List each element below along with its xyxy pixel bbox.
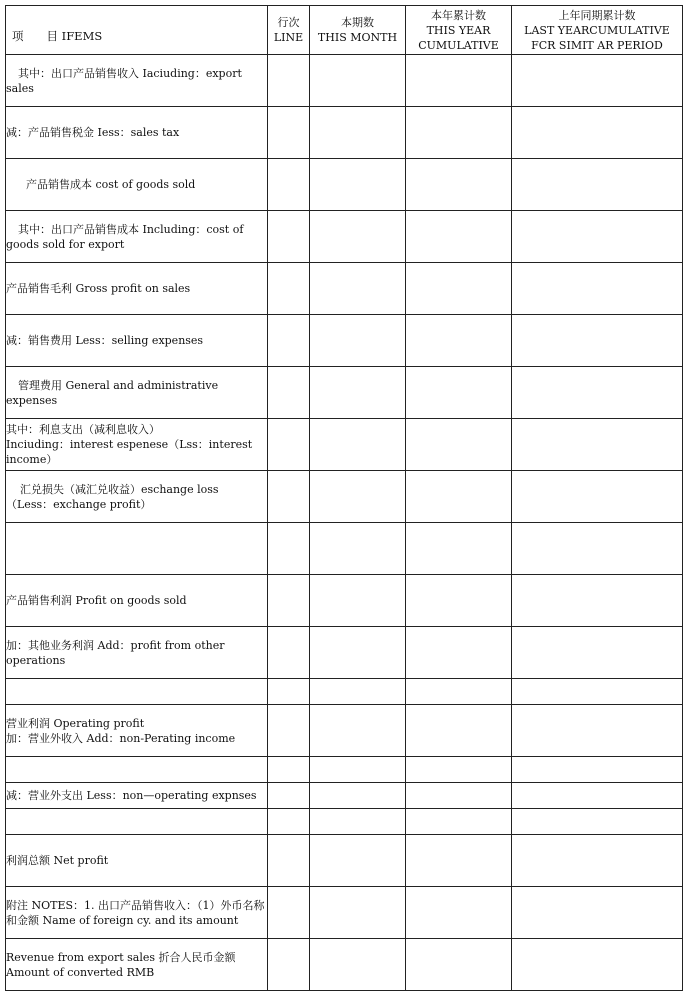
header-cum-en2: CUMULATIVE — [418, 38, 499, 52]
cell-this-year[interactable] — [406, 575, 512, 627]
cell-this-year[interactable] — [406, 367, 512, 419]
cell-line[interactable] — [268, 809, 310, 835]
cell-last-year[interactable] — [512, 159, 683, 211]
table-row — [6, 211, 683, 263]
table-row — [6, 939, 683, 991]
row-label: 利润总额 Net profit — [6, 835, 268, 887]
table-row — [6, 705, 683, 757]
header-line-cn: 行次 — [277, 16, 300, 29]
row-label: 管理费用 General and administrative expenses — [6, 367, 268, 419]
cell-last-year[interactable] — [512, 757, 683, 783]
cell-this-year[interactable] — [406, 263, 512, 315]
row-label-line2: 加：营业外收入 Add：non-Perating income — [6, 731, 236, 745]
cell-line[interactable] — [268, 263, 310, 315]
row-label — [6, 705, 268, 757]
cell-last-year[interactable] — [512, 939, 683, 991]
cell-this-year[interactable] — [406, 835, 512, 887]
row-label: 产品销售毛利 Gross profit on sales — [6, 263, 268, 315]
header-line — [268, 6, 310, 55]
row-label-line2: Amount of converted RMB — [6, 965, 155, 979]
table-row — [6, 887, 683, 939]
header-cum-cn: 本年累计数 — [431, 8, 486, 22]
cell-this-year[interactable] — [406, 471, 512, 523]
header-cum-en1: THIS YEAR — [426, 23, 491, 37]
table-row — [6, 809, 683, 835]
cell-this-year[interactable] — [406, 55, 512, 107]
cell-line[interactable] — [268, 471, 310, 523]
table-row — [6, 627, 683, 679]
row-label: 加：其他业务利润 Add：profit from other operations — [6, 627, 268, 679]
cell-last-year[interactable] — [512, 809, 683, 835]
header-line-en: LINE — [273, 31, 304, 44]
row-label — [6, 523, 268, 575]
row-label — [6, 939, 268, 991]
row-label-line2: Inciuding：interest espenese（Lss：interest income） — [6, 438, 253, 466]
cell-this-month[interactable] — [310, 419, 406, 471]
cell-this-year[interactable] — [406, 523, 512, 575]
cell-this-year[interactable] — [406, 107, 512, 159]
cell-line[interactable] — [268, 107, 310, 159]
cell-last-year[interactable] — [512, 835, 683, 887]
row-label — [6, 679, 268, 705]
table-row — [6, 471, 683, 523]
row-label — [6, 809, 268, 835]
cell-line[interactable] — [268, 575, 310, 627]
cell-line[interactable] — [268, 315, 310, 367]
table-row — [6, 107, 683, 159]
cell-this-month[interactable] — [310, 107, 406, 159]
cell-line[interactable] — [268, 55, 310, 107]
cell-this-month[interactable] — [310, 367, 406, 419]
table-row — [6, 419, 683, 471]
cell-line[interactable] — [268, 679, 310, 705]
cell-last-year[interactable] — [512, 887, 683, 939]
row-label-line1: Revenue from export sales 折合人民币金额 — [6, 950, 236, 964]
cell-this-month[interactable] — [310, 211, 406, 263]
table-row — [6, 263, 683, 315]
row-label: 其中：出口产品销售成本 Including：cost of goods sold for export — [6, 211, 268, 263]
header-item: 项 目 IFEMS — [6, 6, 268, 55]
header-last-en1: LAST YEARCUMULATIVE — [524, 23, 670, 37]
cell-last-year[interactable] — [512, 575, 683, 627]
cell-line[interactable] — [268, 211, 310, 263]
cell-line[interactable] — [268, 367, 310, 419]
cell-line[interactable] — [268, 627, 310, 679]
row-label-line1: 其中：利息支出（减利息收入） — [6, 423, 160, 436]
cell-last-year[interactable] — [512, 523, 683, 575]
row-label-line1: 汇兑损失（减汇兑收益）eschange loss — [20, 482, 219, 496]
cell-this-month[interactable] — [310, 705, 406, 757]
cell-line[interactable] — [268, 159, 310, 211]
header-month-en: THIS MONTH — [317, 31, 398, 44]
cell-last-year[interactable] — [512, 315, 683, 367]
row-label: 其中：出口产品销售收入 Iaciuding：export sales — [6, 55, 268, 107]
cell-this-year[interactable] — [406, 887, 512, 939]
cell-this-month[interactable] — [310, 887, 406, 939]
cell-this-year[interactable] — [406, 705, 512, 757]
cell-last-year[interactable] — [512, 419, 683, 471]
row-label-line2: （Less：exchange profit） — [6, 497, 152, 511]
cell-this-month[interactable] — [310, 757, 406, 783]
cell-line[interactable] — [268, 523, 310, 575]
cell-last-year[interactable] — [512, 705, 683, 757]
row-label — [6, 757, 268, 783]
cell-this-month[interactable] — [310, 159, 406, 211]
cell-last-year[interactable] — [512, 107, 683, 159]
cell-line[interactable] — [268, 419, 310, 471]
cell-this-year[interactable] — [406, 809, 512, 835]
table-row — [6, 835, 683, 887]
table-row — [6, 159, 683, 211]
row-label — [6, 471, 268, 523]
table-row — [6, 315, 683, 367]
cell-this-month[interactable] — [310, 835, 406, 887]
cell-line[interactable] — [268, 939, 310, 991]
cell-line[interactable] — [268, 757, 310, 783]
header-row — [6, 6, 683, 55]
cell-last-year[interactable] — [512, 211, 683, 263]
income-statement-table — [5, 5, 683, 991]
cell-last-year[interactable] — [512, 263, 683, 315]
cell-line[interactable] — [268, 783, 310, 809]
cell-this-month[interactable] — [310, 939, 406, 991]
cell-this-year[interactable] — [406, 939, 512, 991]
cell-this-year[interactable] — [406, 783, 512, 809]
table-row — [6, 783, 683, 809]
header-last-en2: FCR SIMIT AR PERIOD — [531, 38, 663, 52]
cell-this-month[interactable] — [310, 523, 406, 575]
row-label: 减：营业外支出 Less：non—operating expnses — [6, 783, 268, 809]
cell-this-year[interactable] — [406, 159, 512, 211]
row-label: 减：销售费用 Less：selling expenses — [6, 315, 268, 367]
table-row — [6, 757, 683, 783]
cell-last-year[interactable] — [512, 55, 683, 107]
cell-this-year[interactable] — [406, 627, 512, 679]
cell-last-year[interactable] — [512, 471, 683, 523]
header-last-year — [512, 6, 683, 55]
cell-this-month[interactable] — [310, 627, 406, 679]
cell-this-year[interactable] — [406, 679, 512, 705]
cell-this-month[interactable] — [310, 55, 406, 107]
table-row — [6, 575, 683, 627]
table-row — [6, 523, 683, 575]
table-row — [6, 55, 683, 107]
cell-this-month[interactable] — [310, 471, 406, 523]
cell-this-year[interactable] — [406, 757, 512, 783]
cell-this-month[interactable] — [310, 679, 406, 705]
cell-last-year[interactable] — [512, 679, 683, 705]
header-month-cn: 本期数 — [341, 16, 374, 29]
cell-this-month[interactable] — [310, 783, 406, 809]
header-month — [310, 6, 406, 55]
cell-last-year[interactable] — [512, 627, 683, 679]
header-last-cn: 上年同期累计数 — [558, 8, 636, 22]
cell-this-month[interactable] — [310, 575, 406, 627]
cell-last-year[interactable] — [512, 783, 683, 809]
row-label-line1: 营业利润 Operating profit — [6, 716, 145, 730]
row-label: 产品销售利润 Profit on goods sold — [6, 575, 268, 627]
cell-last-year[interactable] — [512, 367, 683, 419]
header-cumulative — [406, 6, 512, 55]
row-label: 减：产品销售税金 Iess：sales tax — [6, 107, 268, 159]
row-label: 产品销售成本 cost of goods sold — [6, 159, 268, 211]
cell-line[interactable] — [268, 705, 310, 757]
table-row — [6, 679, 683, 705]
cell-line[interactable] — [268, 887, 310, 939]
cell-this-year[interactable] — [406, 211, 512, 263]
row-label: 附注 NOTES：1. 出口产品销售收入：（1）外币名称和金额 Name of foreign cy. and its amount — [6, 887, 268, 939]
cell-this-year[interactable] — [406, 419, 512, 471]
cell-this-month[interactable] — [310, 809, 406, 835]
cell-this-month[interactable] — [310, 263, 406, 315]
table-row — [6, 367, 683, 419]
cell-this-month[interactable] — [310, 315, 406, 367]
cell-this-year[interactable] — [406, 315, 512, 367]
cell-line[interactable] — [268, 835, 310, 887]
row-label — [6, 419, 268, 471]
